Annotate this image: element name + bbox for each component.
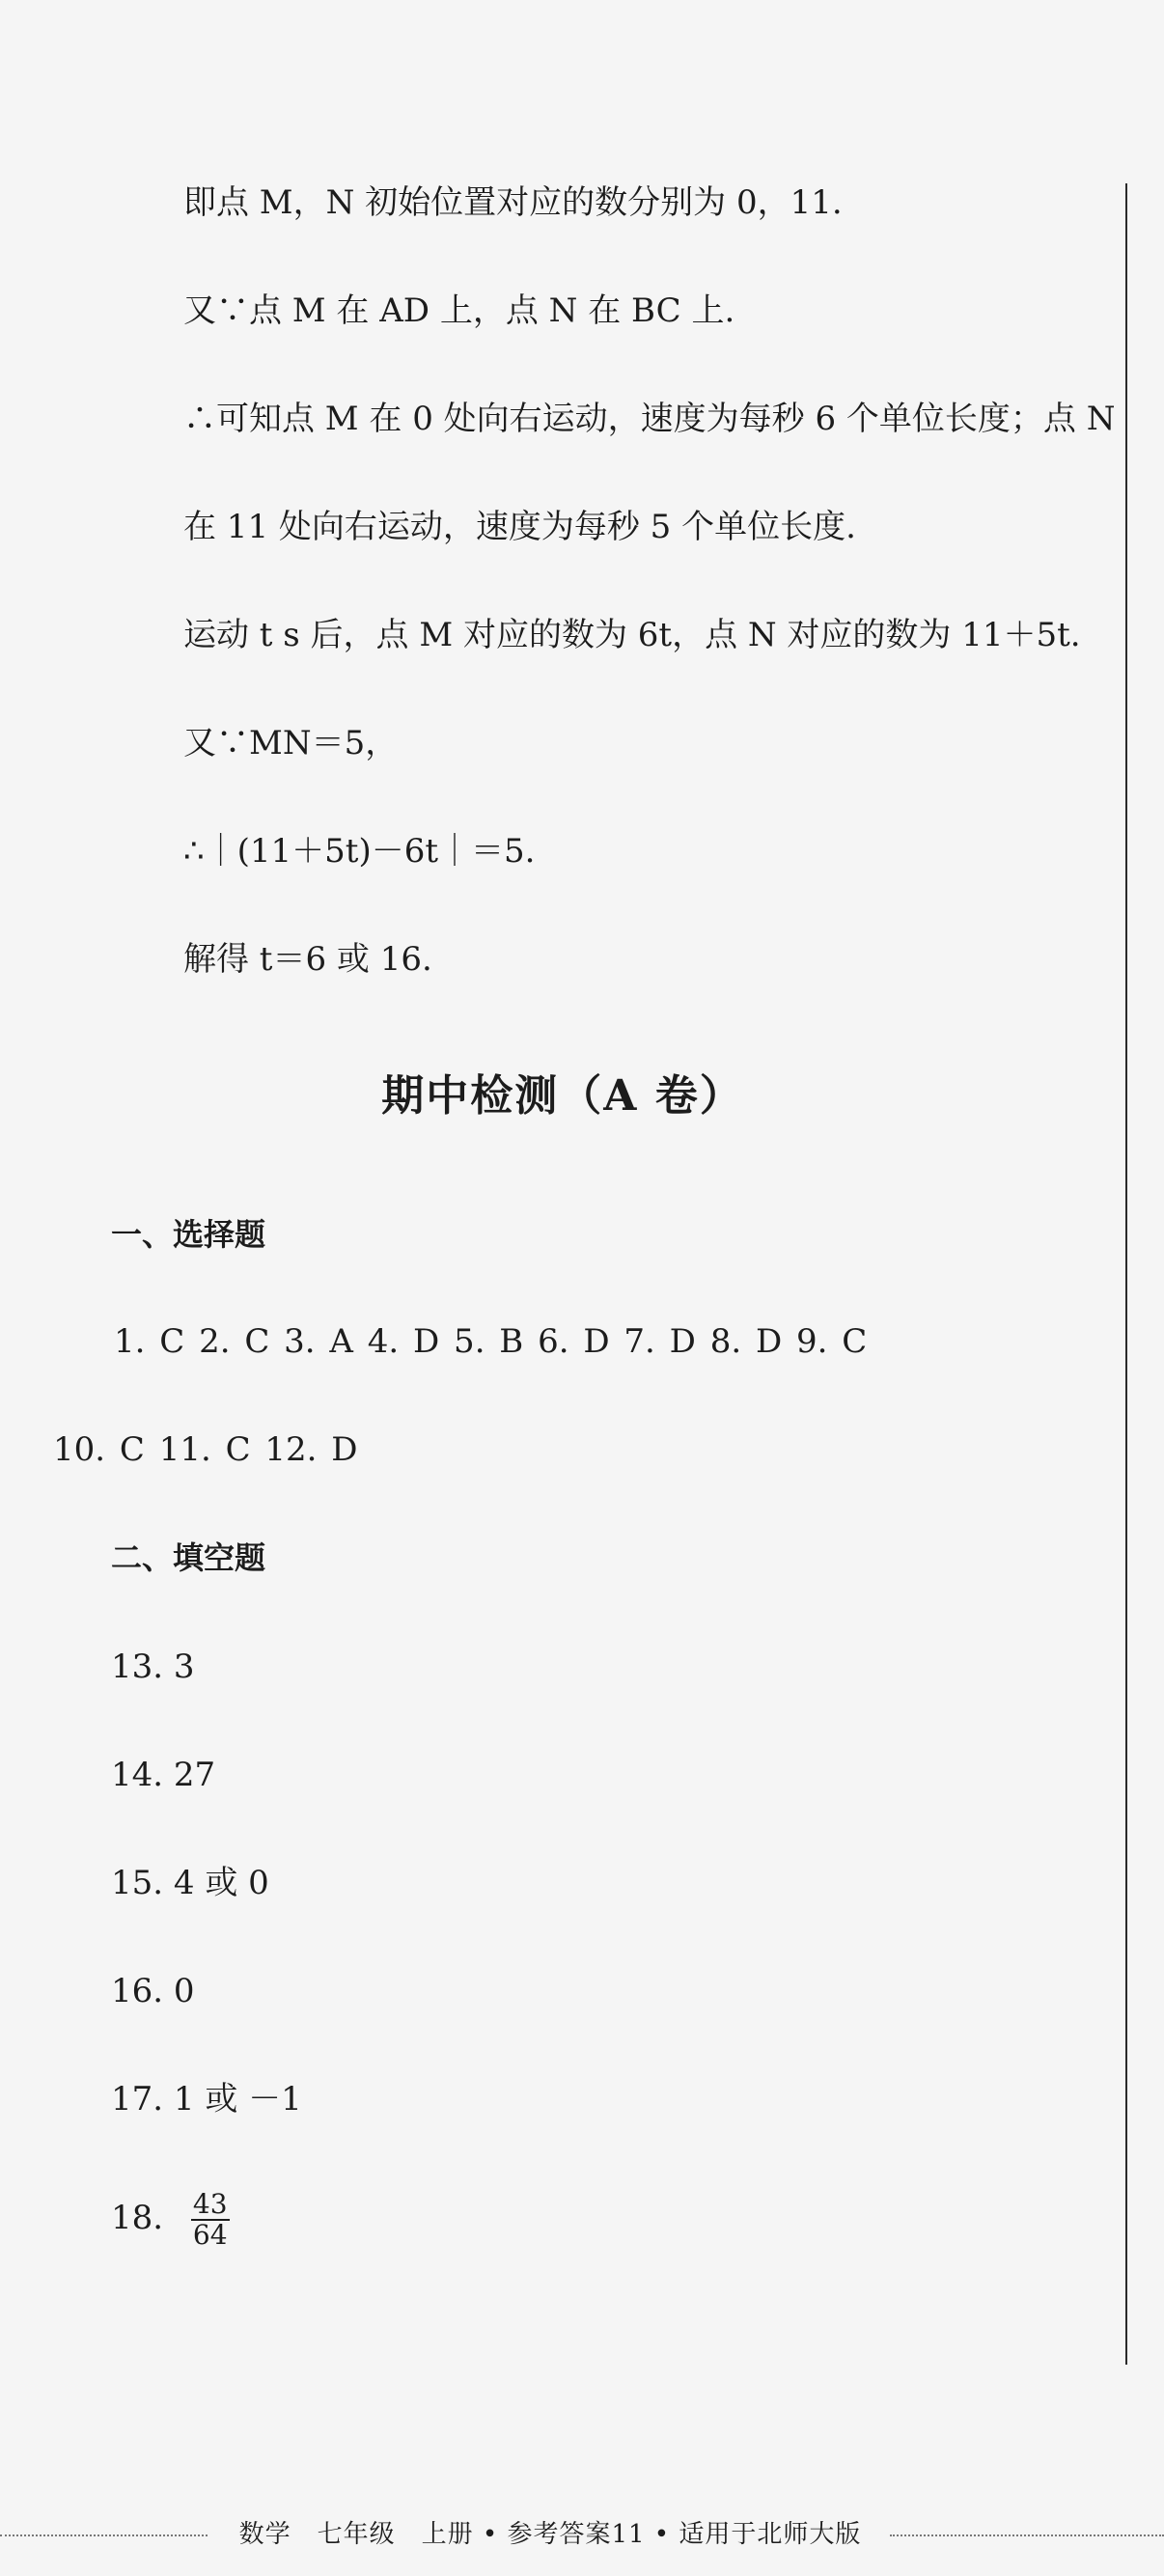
right-margin-rule (1125, 183, 1127, 2365)
footer-text: 数学 七年级 上册 • 参考答案11 • 适用于北师大版 (238, 2520, 862, 2549)
section-heading-fill: 二、填空题 (111, 1539, 266, 1576)
solution-line-5: 运动 t s 后，点 M 对应的数为 6t，点 N 对应的数为 11＋5t. (183, 616, 1081, 654)
solution-line-8: 解得 t＝6 或 16. (183, 940, 432, 979)
page-footer (0, 2515, 1164, 2554)
fill-answer-15: 15. 4 或 0 (111, 1864, 269, 1902)
solution-line-3: ∴可知点 M 在 0 处向右运动，速度为每秒 6 个单位长度；点 N (183, 400, 1116, 438)
footer-dotted-rule-right (890, 2534, 1164, 2536)
q18-fraction (191, 2190, 230, 2250)
solution-line-1: 即点 M，N 初始位置对应的数分别为 0，11. (183, 183, 843, 222)
section-heading-choice: 一、选择题 (111, 1216, 266, 1253)
solution-line-6: 又∵MN＝5， (183, 724, 399, 762)
solution-line-2: 又∵点 M 在 AD 上，点 N 在 BC 上. (183, 291, 735, 330)
fill-answer-18 (111, 2187, 230, 2250)
q18-numerator: 43 (192, 2188, 228, 2220)
fill-answer-14: 14. 27 (111, 1756, 216, 1794)
solution-line-4: 在 11 处向右运动，速度为每秒 5 个单位长度. (183, 508, 856, 546)
choice-answers-row-1: 1. C 2. C 3. A 4. D 5. B 6. D 7. D 8. D 9. C (114, 1322, 868, 1361)
fill-answer-13: 13. 3 (111, 1648, 195, 1686)
page-title: 期中检测（A 卷） (381, 1071, 744, 1121)
fill-answer-17: 17. 1 或 －1 (111, 2080, 302, 2119)
choice-answers-row-2: 10. C 11. C 12. D (53, 1430, 358, 1469)
fill-answer-16: 16. 0 (111, 1972, 195, 2010)
q18-denominator: 64 (192, 2219, 228, 2251)
footer-dotted-rule-left (0, 2534, 208, 2536)
solution-line-7: ∴｜(11＋5t)－6t｜＝5. (183, 832, 536, 871)
q18-label: 18. (111, 2199, 164, 2237)
